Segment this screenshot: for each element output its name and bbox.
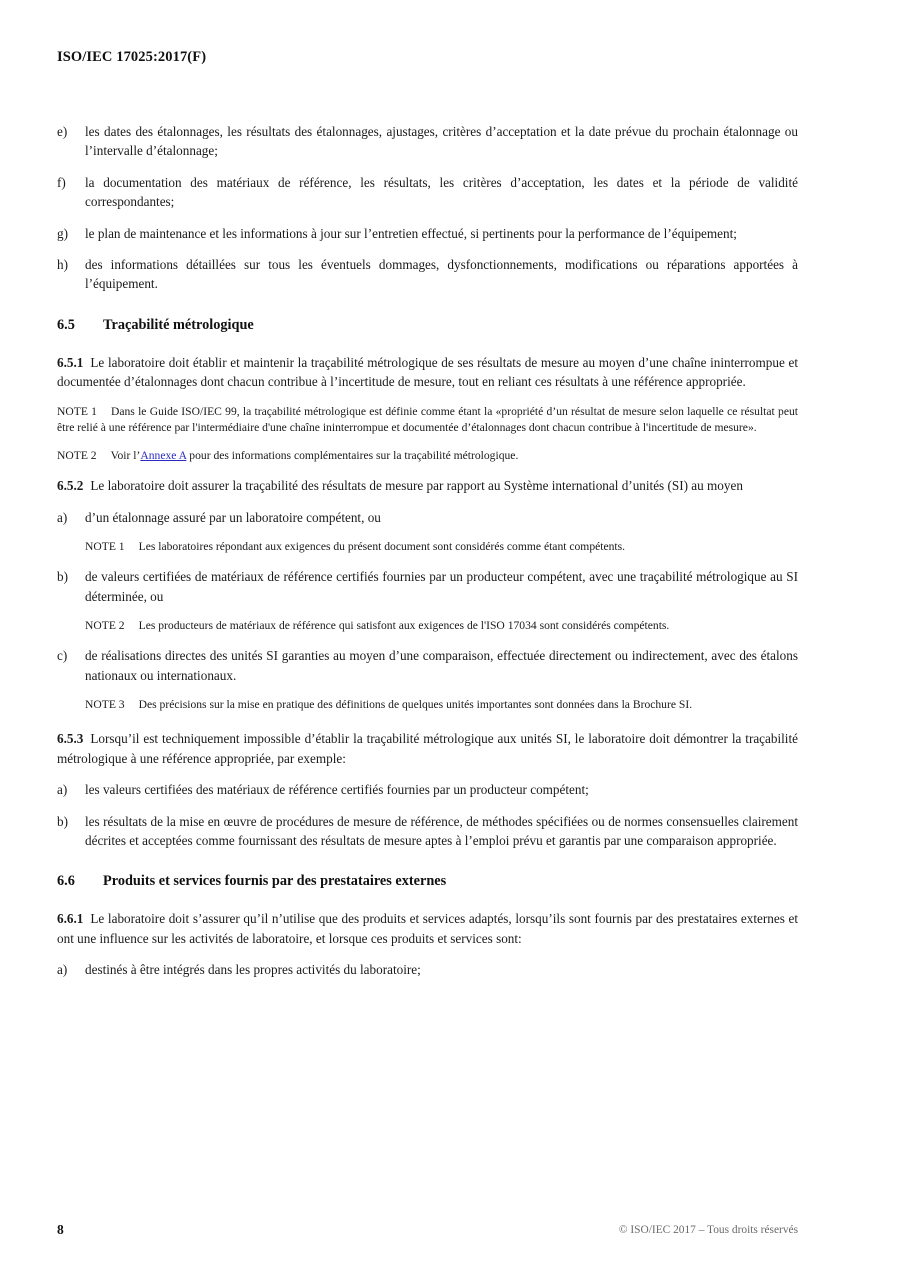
list-item: [57, 780, 798, 799]
section-number: 6.5: [57, 316, 75, 333]
clause-text: Le laboratoire doit établir et maintenir la traçabilité métrologique de ses résultats de mesure au moyen d’une chaîne ininterrompue et documentée d’étalonnages dont chacun contribue à l’incertitude de mesure, tout en reliant ces résultats à une référence appropriée.: [57, 354, 798, 390]
note-6-5-2-c: [85, 697, 798, 713]
copyright-notice: © ISO/IEC 2017 – Tous droits réservés: [618, 1224, 798, 1236]
list-marker: f): [57, 174, 66, 190]
list-marker: a): [57, 509, 68, 525]
list-item: [57, 508, 798, 527]
list-marker: e): [57, 124, 68, 139]
list-marker: a): [57, 962, 68, 978]
list-item: [57, 173, 798, 212]
note-label: NOTE 2: [85, 619, 125, 633]
list-item: [57, 567, 798, 606]
clause-6-5-1: [57, 353, 798, 392]
list-item-text: de valeurs certifiées de matériaux de référence certifiés fournies par un producteur compétent, avec une traçabilité métrologique au SI déterminée, ou: [85, 569, 798, 604]
list-item-text: la documentation des matériaux de référence, les résultats, les critères d’acceptation, les dates et la période de validité correspondantes;: [85, 174, 798, 210]
clause-number: 6.5.1: [57, 354, 84, 370]
clause-text: Le laboratoire doit assurer la traçabilité des résultats de mesure par rapport au Système international d’unités (SI) au moyen: [90, 478, 743, 494]
list-item-text: d’un étalonnage assuré par un laboratoire compétent, ou: [85, 509, 381, 525]
clause-6-5-2: [57, 476, 798, 495]
note-6-5-1-2: [57, 448, 798, 464]
note-label: NOTE 2: [57, 449, 97, 463]
list-marker: a): [57, 782, 68, 798]
list-item-text: les résultats de la mise en œuvre de procédures de mesure de référence, de méthodes spécifiées ou de normes consensuelles clairement décrites et acceptées comme fournissant des résultats de mesure aptes à l’emploi prévu et garantis par une comparaison appropriée.: [85, 813, 798, 848]
list-item-text: de réalisations directes des unités SI garanties au moyen d’une comparaison, effectuée directement ou indirectement, avec des étalons nationaux ou internationaux.: [85, 648, 798, 683]
list-item: [57, 812, 798, 851]
note-text: Des précisions sur la mise en pratique des définitions de quelques unités importantes sont données dans la Brochure SI.: [138, 698, 693, 712]
list-item-text: les dates des étalonnages, les résultats des étalonnages, ajustages, critères d’acceptation et la date prévue du prochain étalonnage ou l’intervalle d’étalonnage;: [85, 124, 798, 159]
list-item: [57, 255, 798, 294]
list-item-text: le plan de maintenance et les informations à jour sur l’entretien effectué, si pertinents pour la performance de l’équipement;: [85, 225, 737, 241]
list-marker: b): [57, 813, 68, 829]
page-content: [57, 122, 798, 992]
section-heading-6-5: [57, 316, 798, 335]
clause-number: 6.5.2: [57, 478, 84, 494]
list-marker: g): [57, 225, 68, 241]
note-6-5-2-b: [85, 618, 798, 634]
note-6-5-1-1: [57, 404, 798, 436]
list-item-text: les valeurs certifiées des matériaux de référence certifiés fournies par un producteur compétent;: [85, 782, 589, 798]
page-footer: [57, 1222, 798, 1242]
note-label: NOTE 3: [85, 698, 125, 712]
list-item: [57, 646, 798, 685]
running-header: ISO/IEC 17025:2017(F): [57, 49, 207, 65]
note-text-before: Voir l’: [110, 449, 141, 463]
list-marker: b): [57, 569, 68, 585]
note-label: NOTE 1: [85, 540, 125, 554]
list-item-text: des informations détaillées sur tous les éventuels dommages, dysfonctionnements, modifications ou réparations apportées à l’équipement.: [85, 257, 798, 292]
clause-number: 6.5.3: [57, 731, 84, 747]
note-text: Les laboratoires répondant aux exigences du présent document sont considérés comme étant compétents.: [138, 540, 626, 554]
section-title: Produits et services fournis par des prestataires externes: [103, 873, 447, 890]
page-number: 8: [57, 1222, 64, 1237]
clause-text: Le laboratoire doit s’assurer qu’il n’utilise que des produits et services adaptés, lorsqu’ils sont fournis par des prestataires externes et ont une influence sur les activités de laboratoire, et lorsque ces produits et services sont:: [57, 911, 798, 946]
note-text-after: pour des informations complémentaires sur la traçabilité métrologique.: [186, 449, 519, 463]
clause-6-6-1: [57, 909, 798, 948]
list-item-text: destinés à être intégrés dans les propres activités du laboratoire;: [85, 962, 421, 978]
list-marker: h): [57, 257, 68, 273]
annexe-a-link[interactable]: Annexe A: [140, 449, 187, 463]
section-heading-6-6: [57, 872, 798, 891]
list-marker: c): [57, 648, 68, 664]
list-item: [57, 224, 798, 243]
clause-number: 6.6.1: [57, 911, 84, 927]
clause-6-5-3: [57, 729, 798, 768]
note-text: Les producteurs de matériaux de référence qui satisfont aux exigences de l'ISO 17034 sont considérés compétents.: [138, 619, 670, 633]
note-text: Dans le Guide ISO/IEC 99, la traçabilité métrologique est définie comme étant la «propriété d’un résultat de mesure selon laquelle ce résultat peut être relié à une référence par l'intermédiaire d'une chaîne ininterrompue et documentée d’étalonnages dont chacun contribue à l'incertitude de mesure».: [57, 404, 798, 434]
section-title: Traçabilité métrologique: [103, 316, 254, 333]
list-item: [57, 122, 798, 161]
clause-text: Lorsqu’il est techniquement impossible d’établir la traçabilité métrologique aux unités SI, le laboratoire doit démontrer la traçabilité métrologique à une référence appropriée, par exemple:: [57, 731, 798, 766]
note-6-5-2-a: [85, 539, 798, 555]
note-label: NOTE 1: [57, 404, 97, 418]
section-number: 6.6: [57, 873, 75, 890]
list-item: [57, 960, 798, 979]
